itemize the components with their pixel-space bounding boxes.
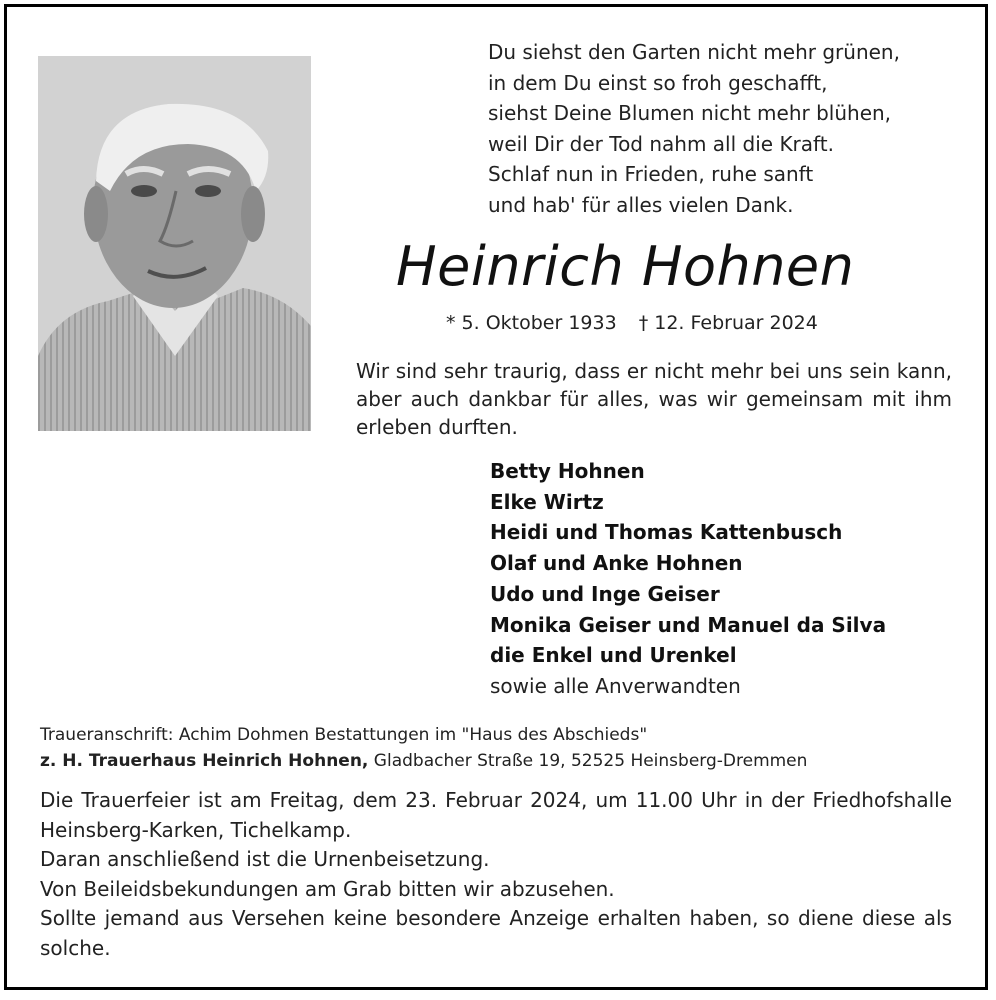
mourner-name: Udo und Inge Geiser (490, 581, 720, 606)
memorial-poem (488, 37, 958, 220)
address-line-2 (40, 748, 960, 774)
life-dates (446, 308, 926, 338)
death-date: † 12. Februar 2024 (638, 312, 818, 334)
mourner-name: Heidi und Thomas Kattenbusch (490, 520, 843, 545)
address-line-1: Traueranschrift: Achim Dohmen Bestattungen im "Haus des Abschieds" (40, 725, 648, 745)
mourner-name: Elke Wirtz (490, 489, 604, 514)
poem-line: weil Dir der Tod nahm all die Kraft. (488, 131, 834, 156)
mourner-name: Olaf und Anke Hohnen (490, 551, 743, 576)
mourners-list (490, 456, 960, 702)
poem-line: Du siehst den Garten nicht mehr grünen, (488, 40, 900, 64)
mourners-closing: sowie alle Anverwandten (490, 673, 741, 698)
ceremony-paragraph: Von Beileidsbekundungen am Grab bitten wir abzusehen. (40, 876, 615, 901)
poem-line: Schlaf nun in Frieden, ruhe sanft (488, 162, 814, 186)
ceremony-info (40, 786, 952, 963)
ceremony-paragraph: Die Trauerfeier ist am Freitag, dem 23. Februar 2024, um 11.00 Uhr in der Friedhofshalle Heinsberg-Karken, Tichelkamp. (40, 788, 952, 842)
poem-line: siehst Deine Blumen nicht mehr blühen, (488, 101, 892, 125)
address-street: Gladbacher Straße 19, 52525 Heinsberg-Dremmen (368, 751, 808, 771)
mourning-address (40, 722, 960, 774)
intro-text: Wir sind sehr traurig, dass er nicht mehr bei uns sein kann, aber auch dankbar für alles, was wir gemeinsam mit ihm erleben durften. (356, 359, 952, 439)
mourner-name: Monika Geiser und Manuel da Silva (490, 612, 887, 637)
mourner-name: die Enkel und Urenkel (490, 643, 737, 668)
ceremony-paragraph: Sollte jemand aus Versehen keine besondere Anzeige erhalten haben, so diene diese als solche. (40, 906, 952, 960)
mourner-name: Betty Hohnen (490, 459, 645, 483)
portrait-photo (38, 56, 311, 431)
ceremony-paragraph: Daran anschließend ist die Urnenbeisetzung. (40, 847, 490, 871)
deceased-name: Heinrich Hohnen (396, 235, 855, 298)
poem-line: und hab' für alles vielen Dank. (488, 192, 794, 217)
address-recipient: z. H. Trauerhaus Heinrich Hohnen, (40, 751, 369, 771)
poem-line: in dem Du einst so froh geschafft, (488, 70, 828, 95)
birth-date: * 5. Oktober 1933 (446, 312, 617, 334)
